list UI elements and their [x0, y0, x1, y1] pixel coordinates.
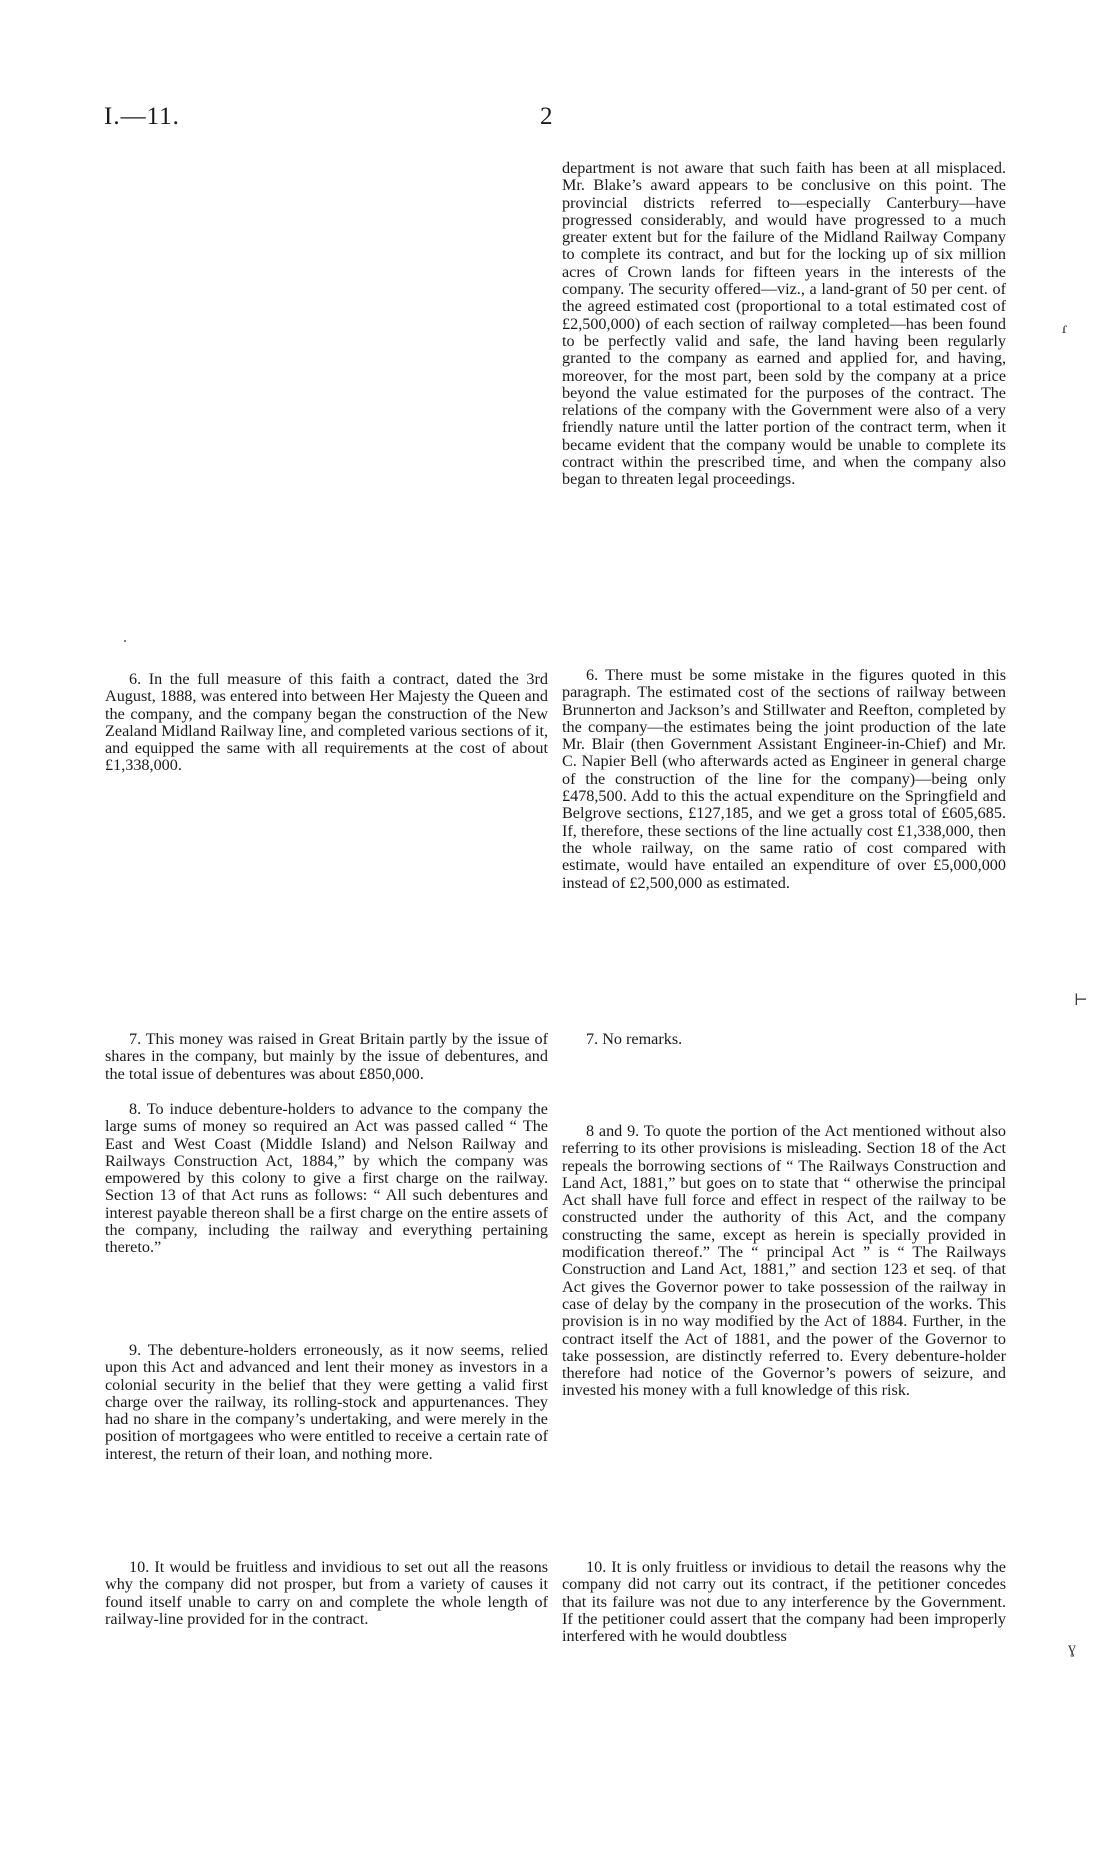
margin-mark: ɣ [1068, 1640, 1076, 1657]
document-id: I.—11. [104, 103, 180, 130]
paragraph-10: 10. It would be fruitless and invidious to set out all the reasons why the company did not prosper, but from a variety of causes it found itself unable to carry on and complete the whole length of railway-line provided for in the contract. [105, 1558, 548, 1628]
margin-mark: ⊢ [1074, 992, 1088, 1009]
paragraph-9: 9. The debenture-holders erroneously, as it now seems, relied upon this Act and advanced and lent their money as investors in a colonial security in the belief that they were getting a valid first charge over the railway, its rolling-stock and appurtenances. They had no share in the company’s undertaking, and were merely in the position of mortgagees who were entitled to receive a certain rate of interest, the return of their loan, and nothing more. [105, 1341, 548, 1463]
paragraph-7: 7. This money was raised in Great Britain partly by the issue of shares in the company, but mainly by the issue of debentures, and the total issue of debentures was about £850,000. [105, 1030, 548, 1083]
paragraph-6: 6. In the full measure of this faith a contract, dated the 3rd August, 1888, was entered into between Her Majesty the Queen and the company, and the company began the construction of the New Zealand Midland Railway line, and completed various sections of it, and equipped the same with all requirements at the cost of about £1,338,000. [105, 670, 548, 775]
margin-dot [124, 640, 126, 642]
reply-10: 10. It is only fruitless or invidious to detail the reasons why the company did not carry out its contract, if the petitioner concedes that its failure was not due to any interference by the Government. If the petitioner could assert that the company had been improperly interfered with he would doubtless [562, 1558, 1006, 1646]
margin-mark: ɾ [1062, 320, 1068, 337]
reply-8-and-9: 8 and 9. To quote the portion of the Act mentioned without also referring to its other provisions is misleading. Section 18 of the Act repeals the borrowing sections of “ The Railways Construction and Land Act, 1881,” but goes on to state that “ otherwise the principal Act shall have full force and effect in respect of the railway to be constructed under the authority of this Act, and the company constructing the same, except as herein is specially provided in modification thereof.” The “ principal Act ” is “ The Railways Construction and Land Act, 1881,” and section 123 et seq. of that Act gives the Governor power to take possession of the railway in case of delay by the company in the prosecution of the works. This provision is in no way modified by the Act of 1884. Further, in the contract itself the Act of 1881, and the power of the Governor to take possession, are distinctly referred to. Every debenture-holder therefore had notice of the Governor’s powers of seizure, and invested his money with a full knowledge of this risk. [562, 1122, 1006, 1400]
reply-continuation: department is not aware that such faith has been at all misplaced. Mr. Blake’s award appears to be conclusive on this point. The provincial districts referred to—especially Canterbury—have progressed considerably, and would have progressed to a much greater extent but for the failure of the Midland Railway Company to complete its contract, and but for the locking up of six million acres of Crown lands for fifteen years in the interests of the company. The security offered—viz., a land-grant of 50 per cent. of the agreed estimated cost (proportional to a total estimated cost of £2,500,000) of each section of railway completed—has been found to be perfectly valid and safe, the land having been regularly granted to the company as earned and applied for, and having, moreover, for the most part, been sold by the company at a price beyond the value estimated for the purposes of the contract. The relations of the company with the Government were also of a very friendly nature until the latter portion of the contract term, when it became evident that the company would be unable to complete its contract within the prescribed time, and when the company also began to threaten legal proceedings. [562, 159, 1006, 489]
page-number: 2 [540, 103, 554, 130]
reply-7: 7. No remarks. [586, 1030, 683, 1048]
reply-6: 6. There must be some mistake in the figures quoted in this paragraph. The estimated cost of the sections of railway between Brunnerton and Jackson’s and Stillwater and Reefton, completed by the company—the estimates being the joint production of the late Mr. Blair (then Government Assistant Engineer-in-Chief) and Mr. C. Napier Bell (who afterwards acted as Engineer in general charge of the construction of the line for the company)—being only £478,500. Add to this the actual expenditure on the Springfield and Belgrove sections, £127,185, and we get a gross total of £605,685. If, therefore, these sections of the line actually cost £1,338,000, then the whole railway, on the same ratio of cost compared with estimate, would have entailed an expenditure of over £5,000,000 instead of £2,500,000 as estimated. [562, 666, 1006, 892]
paragraph-8: 8. To induce debenture-holders to advance to the company the large sums of money so required an Act was passed called “ The East and West Coast (Middle Island) and Nelson Railway and Railways Construction Act, 1884,” by which the company was empowered by this colony to give a first charge on the railway. Section 13 of that Act runs as follows: “ All such debentures and interest payable thereon shall be a first charge on the entire assets of the company, including the railway and everything pertaining thereto.” [105, 1100, 548, 1257]
